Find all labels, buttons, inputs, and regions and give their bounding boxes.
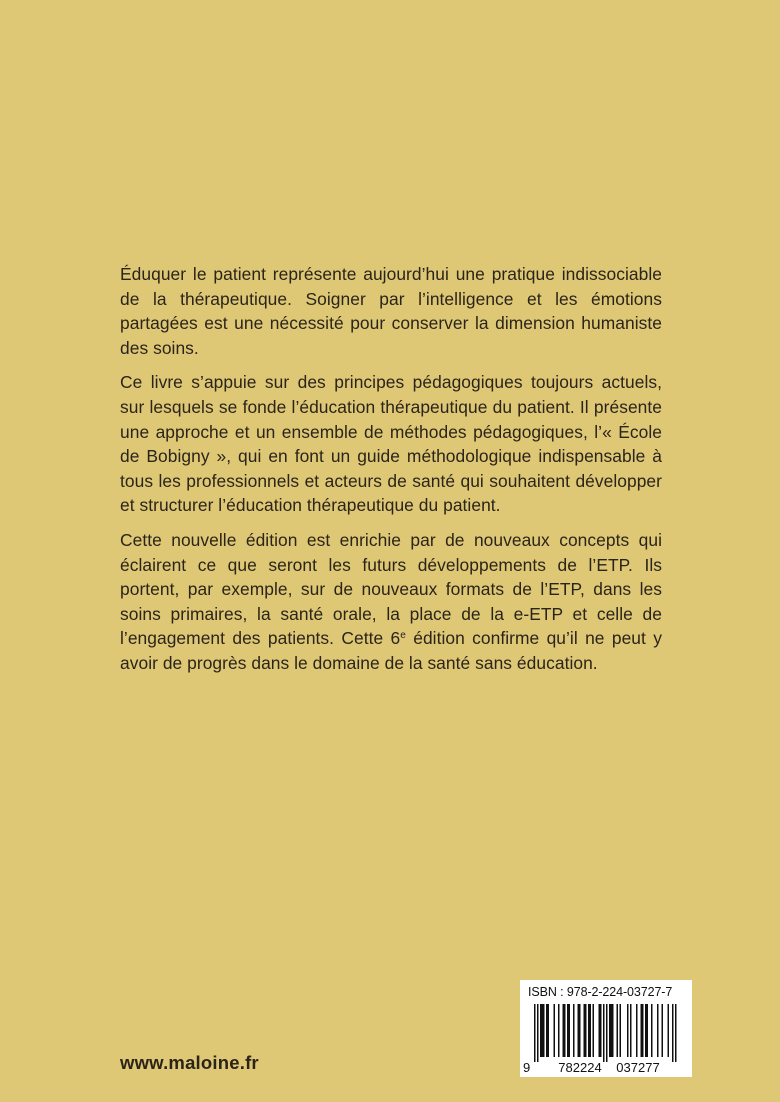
isbn-barcode-block <box>520 980 692 1077</box>
barcode-bar <box>647 1004 649 1057</box>
barcode-bar <box>558 1004 560 1057</box>
barcode-bar <box>611 1004 613 1057</box>
barcode-bar <box>543 1004 545 1057</box>
barcode-bar <box>564 1004 566 1057</box>
barcode-bar <box>540 1004 542 1057</box>
barcode-bar <box>630 1004 632 1057</box>
isbn-label: ISBN : 978-2-224-03727-7 <box>528 985 673 999</box>
edition-superscript: e <box>400 630 406 642</box>
blurb-paragraph-3 <box>120 528 662 676</box>
barcode-icon <box>520 980 692 1077</box>
barcode-digit-first: 9 <box>523 1060 531 1075</box>
barcode-digits <box>523 1060 660 1075</box>
barcode-bar <box>657 1004 659 1057</box>
barcode-bar <box>563 1004 565 1057</box>
barcode-bar <box>662 1004 664 1057</box>
barcode-bar <box>567 1004 569 1057</box>
barcode-bar <box>569 1004 571 1057</box>
blurb-paragraph-2: Ce livre s’appuie sur des principes pédagogiques toujours actuels, sur lesquels se fonde l’éducation thérapeutique du patient. Il présente une approche et un ensemble de méthodes pédagogiques, l’« École de Bobigny », qui en font un guide méthodologique indispensable à tous les professionnels et acteurs de santé qui souhaitent développer et structurer l’éducation thérapeutique du patient. <box>120 372 662 516</box>
blurb-paragraph-3-text: Cette nouvelle édition est enrichie par de nouveaux concepts qui éclairent ce que seront les futurs développements de l’ETP. Ils portent, par exemple, sur de nouveaux formats de l’ETP, dans les soins primaires, la santé orale, la place de la e-ETP et celle de l’engagement des patients. Cette 6 <box>120 529 662 649</box>
barcode-bar <box>593 1004 595 1057</box>
blurb-paragraph-3-text-end: édition confirme qu’il ne peut y avoir de progrès dans le domaine de la santé sans éducation. <box>120 628 662 673</box>
barcode-bar <box>675 1004 677 1062</box>
barcode-bar <box>612 1004 614 1057</box>
barcode-bar <box>609 1004 611 1057</box>
barcode-digits-right: 037277 <box>616 1060 660 1075</box>
barcode-bar <box>548 1004 550 1057</box>
barcode-bar <box>578 1004 580 1057</box>
back-cover-blurb <box>120 262 662 686</box>
barcode-bar <box>672 1004 674 1062</box>
barcode-bar <box>590 1004 592 1057</box>
barcode-bar <box>599 1004 601 1057</box>
barcode-bar <box>584 1004 586 1057</box>
barcode-bar <box>642 1004 644 1057</box>
barcode-bar <box>542 1004 544 1057</box>
barcode-bar <box>600 1004 602 1057</box>
barcode-bar <box>579 1004 581 1057</box>
barcode-bar <box>537 1004 539 1062</box>
barcode-bar <box>668 1004 670 1057</box>
barcode-bar <box>585 1004 587 1057</box>
barcode-bar <box>645 1004 647 1057</box>
barcode-bar <box>620 1004 622 1057</box>
blurb-paragraph-1: Éduquer le patient représente aujourd’hui une pratique indissociable de la thérapeutique. Soigner par l’intelligence et les émotions partagées est une nécessité pour conserver la dimension humaniste des soins. <box>120 264 662 358</box>
publisher-website: www.maloine.fr <box>120 1052 259 1073</box>
barcode-bar <box>603 1004 605 1062</box>
barcode-bar <box>627 1004 629 1057</box>
barcode-bar <box>588 1004 590 1057</box>
barcode-bar <box>554 1004 556 1057</box>
barcode-bar <box>573 1004 575 1057</box>
barcode-digits-left: 782224 <box>558 1060 602 1075</box>
barcode-bars <box>534 1004 677 1062</box>
barcode-bar <box>641 1004 643 1057</box>
barcode-bar <box>617 1004 619 1057</box>
barcode-bar <box>606 1004 608 1062</box>
barcode-bar <box>636 1004 638 1057</box>
barcode-bar <box>534 1004 536 1062</box>
barcode-bar <box>546 1004 548 1057</box>
barcode-bar <box>651 1004 653 1057</box>
